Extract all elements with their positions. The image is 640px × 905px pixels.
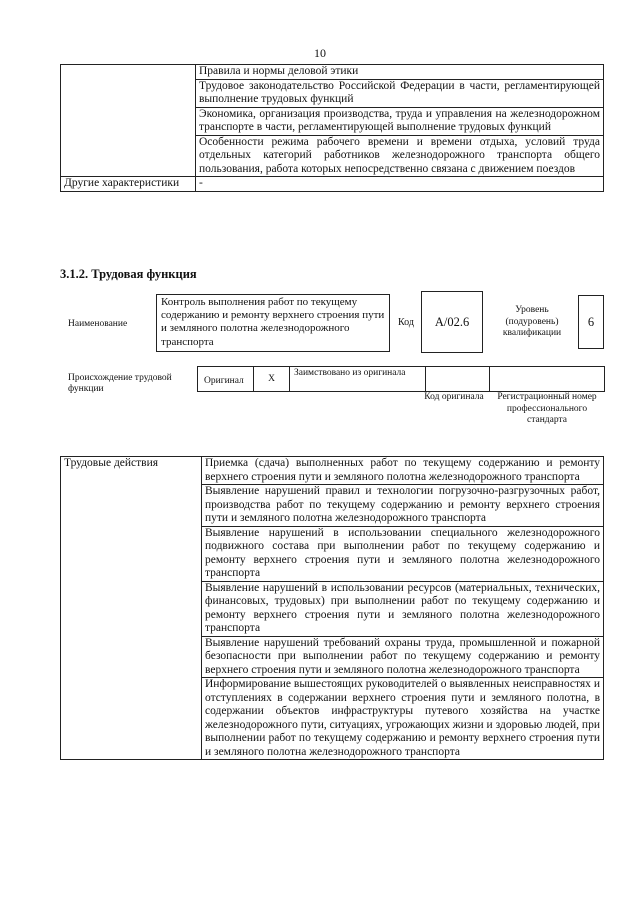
knowledge-item: Особенности режима рабочего времени и времени отдыха, условий труда отдельных категорий работников железнодорожного транспорта общего пользования, работа которых непосредственно связана с движением поездов [196, 135, 604, 177]
table-row [61, 65, 604, 80]
code-original-label: Код оригинала [424, 392, 484, 402]
action-item: Выявление нарушений правил и технологии погрузочно-разгрузочных работ, производства работ по текущему содержанию и ремонту верхнего строения пути и земляного полотна железнодорожного транспорта [202, 485, 604, 527]
function-name-value: Контроль выполнения работ по текущему содержанию и ремонту верхнего строения пути и земляного полотна железнодорожного транспорта [156, 294, 390, 352]
function-code-value: A/02.6 [421, 291, 483, 353]
action-item: Выявление нарушений в использовании ресурсов (материальных, технических, финансовых, трудовых) при выполнении работ по текущему содержанию и ремонту верхнего строения пути и земляного полотна железнодорожного транспорта [202, 581, 604, 636]
action-item: Информирование вышестоящих руководителей о выявленных неисправностях и отступлениях в содержании верхнего строения пути и земляного полотна, в содержании объектов инфраструктуры путевого хозяйства на участке железнодорожного пути, ситуациях, угрожающих жизни и здоровью людей, при выполнении работ по текущему содержанию и ремонту верхнего строения пути и земляного полотна железнодорожного транспорта [202, 678, 604, 760]
function-title: 3.1.2. Трудовая функция [60, 267, 197, 281]
origin-label: Происхождение трудовой функции [68, 373, 172, 394]
code-label: Код [398, 317, 414, 328]
qualification-level-value: 6 [578, 295, 604, 349]
code-original-cell [426, 367, 490, 391]
reg-number-cell [490, 367, 604, 391]
action-item: Выявление нарушений в использовании специального железнодорожного подвижного состава при выполнении работ по текущему содержанию и ремонту верхнего строения пути и земляного полотна железнодорожного транспорта [202, 526, 604, 581]
knowledge-left-cell [61, 65, 196, 177]
page-number: 10 [314, 46, 326, 60]
origin-row [197, 366, 605, 392]
knowledge-item: Экономика, организация производства, труда и управления на железнодорожном транспорте в части, регламентирующей выполнение трудовых функций [196, 107, 604, 135]
original-mark: X [254, 367, 290, 391]
original-label: Оригинал [198, 367, 254, 391]
reg-number-label: Регистрационный номер профессионального стандарта [497, 392, 597, 425]
qualification-level-label: Уровень (подуровень) квалификации [502, 305, 562, 338]
actions-table [60, 456, 604, 760]
knowledge-item: Правила и нормы деловой этики [196, 65, 604, 80]
borrowed-label: Заимствовано из оригинала [290, 367, 426, 391]
table-row [61, 177, 604, 192]
other-characteristics-value: - [196, 177, 604, 192]
other-characteristics-label: Другие характеристики [61, 177, 196, 192]
action-item: Приемка (сдача) выполненных работ по текущему содержанию и ремонту верхнего строения пути и земляного полотна железнодорожного транспорта [202, 457, 604, 485]
knowledge-table [60, 64, 604, 192]
table-row [61, 457, 604, 485]
action-item: Выявление нарушений требований охраны труда, промышленной и пожарной безопасности при выполнении работ по текущему содержанию и ремонту верхнего строения пути и земляного полотна железнодорожного транспорта [202, 636, 604, 678]
name-label: Наименование [68, 319, 128, 329]
knowledge-item: Трудовое законодательство Российской Федерации в части, регламентирующей выполнение трудовых функций [196, 79, 604, 107]
actions-label: Трудовые действия [61, 457, 202, 760]
